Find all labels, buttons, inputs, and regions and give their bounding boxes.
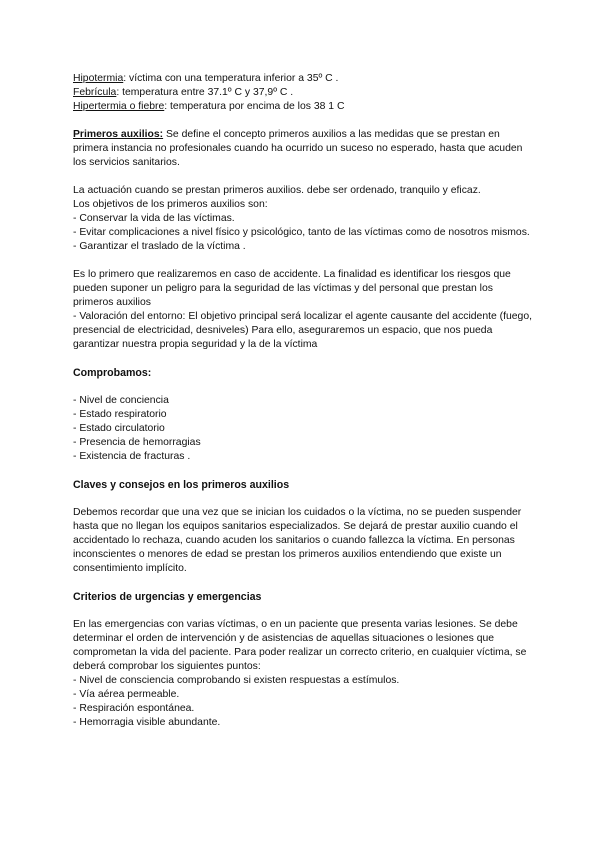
comprobamos-list [73,394,533,464]
definition-term: Hipotermia [73,73,124,84]
criterios-paragraph: En las emergencias con varias víctimas, o en un paciente que presenta varias lesiones. Se debe determinar el orden de intervención y de asistencias de aquellas situaciones o lesiones que comprometan la vida del paciente. Para poder realizar un correcto criterio, en cualquier víctima, se deberá comprobar los siguientes puntos: [73,619,527,672]
criterios-list [73,674,533,730]
criterios-heading: Criterios de urgencias y emergencias [73,591,262,603]
claves-heading: Claves y consejos en los primeros auxilios [73,479,290,491]
definition-text: temperatura por encima de los 38 1 C [170,101,345,112]
primeros-auxilios-text: Se define el concepto primeros auxilios a las medidas que se prestan en primera instancia no profesionales cuando ha ocurrido un suceso no esperado, hasta que acuden los servicios sanitarios. [73,129,523,168]
objetivo-item: - Garantizar el traslado de la víctima . [73,241,246,252]
definition-line: Febrícula: temperatura entre 37.1º C y 37,9º C . [73,87,294,98]
primeros-auxilios-term: Primeros auxilios: [73,129,164,140]
definition-line: Hipertermia o fiebre: temperatura por encima de los 38 1 C [73,101,345,112]
primero-accidente-paragraph: Es lo primero que realizaremos en caso de accidente. La finalidad es identificar los riesgos que pueden suponer un peligro para la seguridad de las víctimas y del personal que prestan los primeros auxilios [73,269,511,308]
list-item: - Vía aérea permeable. [73,689,180,700]
definition-line: Hipotermia: víctima con una temperatura inferior a 35º C . [73,73,339,84]
definition-text: temperatura entre 37.1º C y 37,9º C . [122,87,294,98]
list-item: - Existencia de fracturas . [73,451,191,462]
list-item: - Presencia de hemorragias [73,437,201,448]
primeros-auxilios-paragraph [73,128,533,170]
comprobamos-heading: Comprobamos: [73,367,152,379]
list-item: - Estado circulatorio [73,423,165,434]
document-page [73,72,533,730]
objetivo-item: - Conservar la vida de las víctimas. [73,213,235,224]
list-item: - Estado respiratorio [73,409,167,420]
definition-term: Hipertermia o fiebre [73,101,165,112]
valoracion-entorno-paragraph: - Valoración del entorno: El objetivo principal será localizar el agente causante del accidente (fuego, presencial de electricidad, desniveles) Para ello, aseguraremos un espacio, que nos pueda garantizar nuestra propia seguridad y la de la víctima [73,311,533,350]
list-item: - Nivel de conciencia [73,395,169,406]
list-item: - Hemorragia visible abundante. [73,717,221,728]
claves-paragraph: Debemos recordar que una vez que se inician los cuidados o la víctima, no se pueden suspender hasta que no llegan los equipos sanitarios especializados. Se dejará de prestar auxilio cuando el accidentado lo rechaza, cuando acuden los sanitarios o cuando fallezca la víctima. En personas inconscientes o menores de edad se prestan los primeros auxilios entendiendo que existe un consentimiento implícito. [73,507,522,574]
list-item: - Nivel de consciencia comprobando si existen respuestas a estímulos. [73,675,400,686]
definitions-block [73,72,533,114]
definition-text: víctima con una temperatura inferior a 35º C . [129,73,339,84]
objetivo-item: - Evitar complicaciones a nivel físico y psicológico, tanto de las víctimas como de nosotros mismos. [73,227,530,238]
objetivos-title: Los objetivos de los primeros auxilios son: [73,199,268,210]
list-item: - Respiración espontánea. [73,703,195,714]
definition-term: Febrícula [73,87,117,98]
actuacion-intro: La actuación cuando se prestan primeros auxilios. debe ser ordenado, tranquilo y eficaz. [73,185,481,196]
